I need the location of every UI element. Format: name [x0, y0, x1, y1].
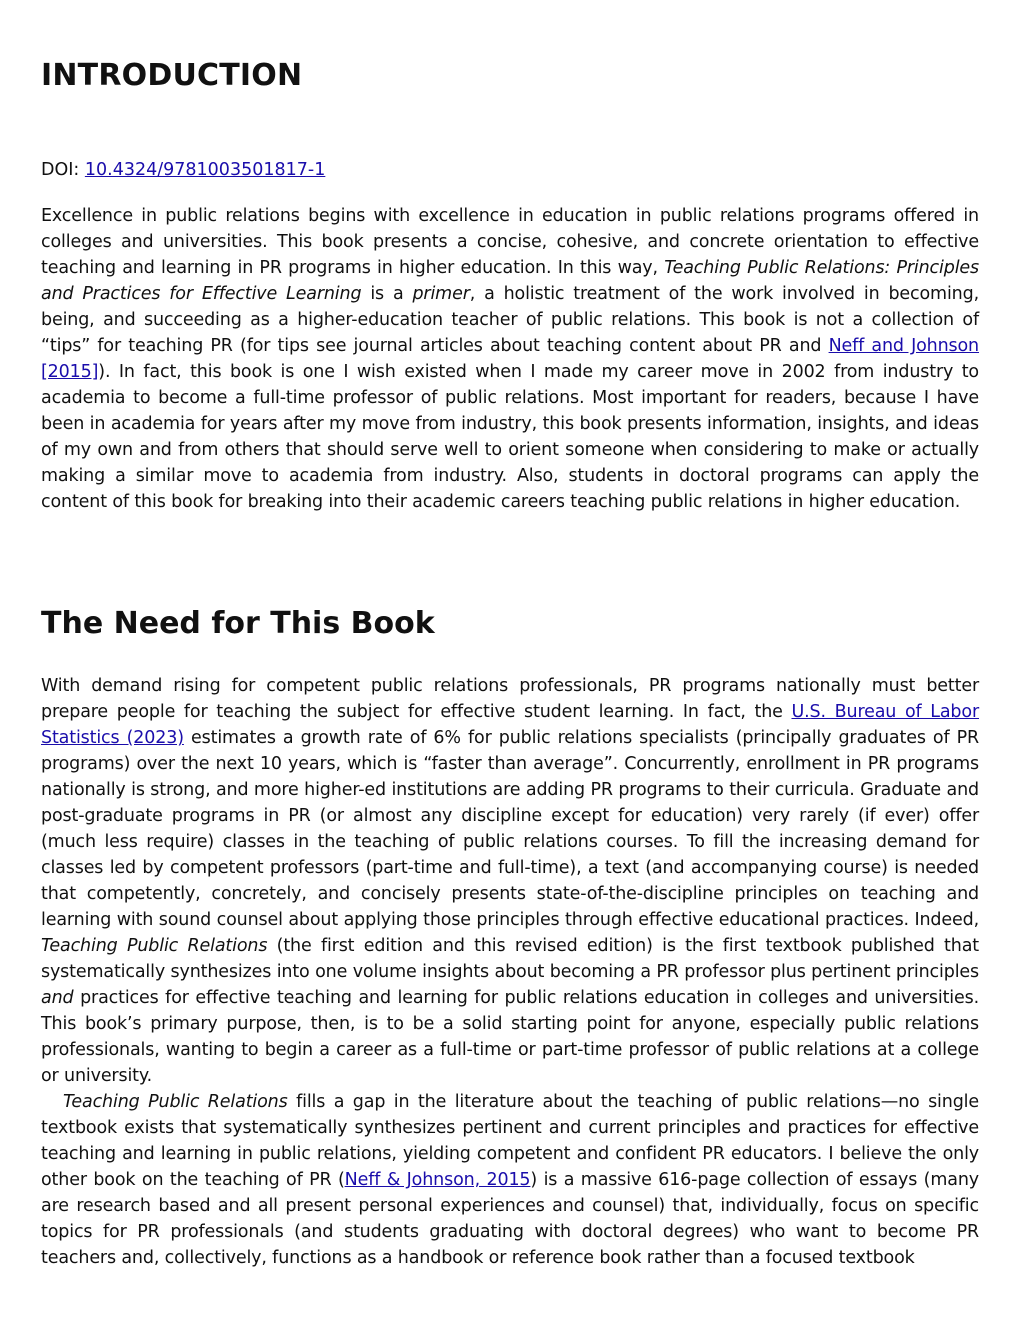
need-heading: The Need for This Book: [41, 606, 435, 641]
intro-text-3: , a holistic treatment of the work involved in becoming, being, and succeeding as a higher-education teacher of public relations. This book is not a collection of “tips” for teaching PR (for tips see journal articles about teaching content about PR and: [41, 284, 979, 356]
neff-johnson-2015-link[interactable]: Neff & Johnson, 2015: [344, 1170, 531, 1190]
need-paragraph-1: [41, 673, 979, 1089]
intro-paragraph: [41, 203, 979, 515]
neff-johnson-link[interactable]: Neff and Johnson [2015]: [41, 336, 979, 382]
need-p1-text-4: practices for effective teaching and learning for public relations education in colleges and universities. This book’s primary purpose, then, is to be a solid starting point for anyone, especially public relations professionals, wanting to begin a career as a full-time or part-time professor of public relations at a college or university.: [41, 988, 979, 1086]
intro-heading: INTRODUCTION: [41, 58, 303, 93]
need-p1-text-2: estimates a growth rate of 6% for public relations specialists (principally graduates of PR programs) over the next 10 years, which is “faster than average”. Concurrently, enrollment in PR programs nationally is strong, and more higher-ed institutions are adding PR programs to their curricula. Graduate and post-graduate programs in PR (or almost any discipline except for education) very rarely (if ever) offer (much less require) classes in the teaching of public relations courses. To fill the increasing demand for classes led by competent professors (part-time and full-time), a text (and accompanying course) is needed that competently, concretely, and concisely presents state-of-the-discipline principles on teaching and learning with sound counsel about applying those principles through effective educational practices. Indeed,: [41, 728, 979, 930]
intro-text-1: Excellence in public relations begins with excellence in education in public relations programs offered in colleges and universities. This book presents a concise, cohesive, and concrete orientation to effective teaching and learning in PR programs in higher education. In this way,: [41, 206, 979, 278]
intro-text-2: is a: [361, 284, 413, 304]
doi-link[interactable]: 10.4324/9781003501817-1: [84, 160, 326, 180]
need-p1-text-3: (the first edition and this revised edition) is the first textbook published that systematically synthesizes into one volume insights about becoming a PR professor plus pertinent principles: [41, 936, 979, 982]
doi-label: DOI:: [41, 160, 85, 180]
bls-link[interactable]: U.S. Bureau of Labor Statistics (2023): [41, 702, 979, 748]
need-p1-text-1: With demand rising for competent public relations professionals, PR programs nationally must better prepare people for teaching the subject for effective student learning. In fact, the: [41, 676, 979, 722]
need-paragraph-2: [41, 1089, 979, 1271]
doi-line: [41, 157, 325, 183]
intro-text-4: ). In fact, this book is one I wish existed when I made my career move in 2002 from industry to academia to become a full-time professor of public relations. Most important for readers, because I have been in academia for years after my move from industry, this book presents information, insights, and ideas of my own and from others that should serve well to orient someone when considering to make or actually making a similar move to academia from industry. Also, students in doctoral programs can apply the content of this book for breaking into their academic careers teaching public relations in higher education.: [41, 362, 979, 512]
need-p2-text-2: ) is a massive 616-page collection of essays (many are research based and all present personal experiences and counsel) that, individually, focus on specific topics for PR professionals (and students graduating with doctoral degrees) who want to become PR teachers and, collectively, functions as a handbook or reference book rather than a focused textbook: [41, 1170, 979, 1268]
need-p1-italic-and: and: [41, 988, 74, 1008]
need-p2-text-1: fills a gap in the literature about the teaching of public relations—no single textbook exists that systematically synthesizes pertinent and current principles and practices for effective teaching and learning in public relations, yielding competent and confident PR educators. I believe the only other book on the teaching of PR (: [41, 1092, 979, 1190]
need-p1-italic-title: Teaching Public Relations: [41, 936, 268, 956]
book-title-italic: Teaching Public Relations: Principles and Practices for Effective Learning: [41, 258, 979, 304]
need-p2-italic-title: Teaching Public Relations: [63, 1092, 288, 1112]
primer-italic: primer: [412, 284, 470, 304]
